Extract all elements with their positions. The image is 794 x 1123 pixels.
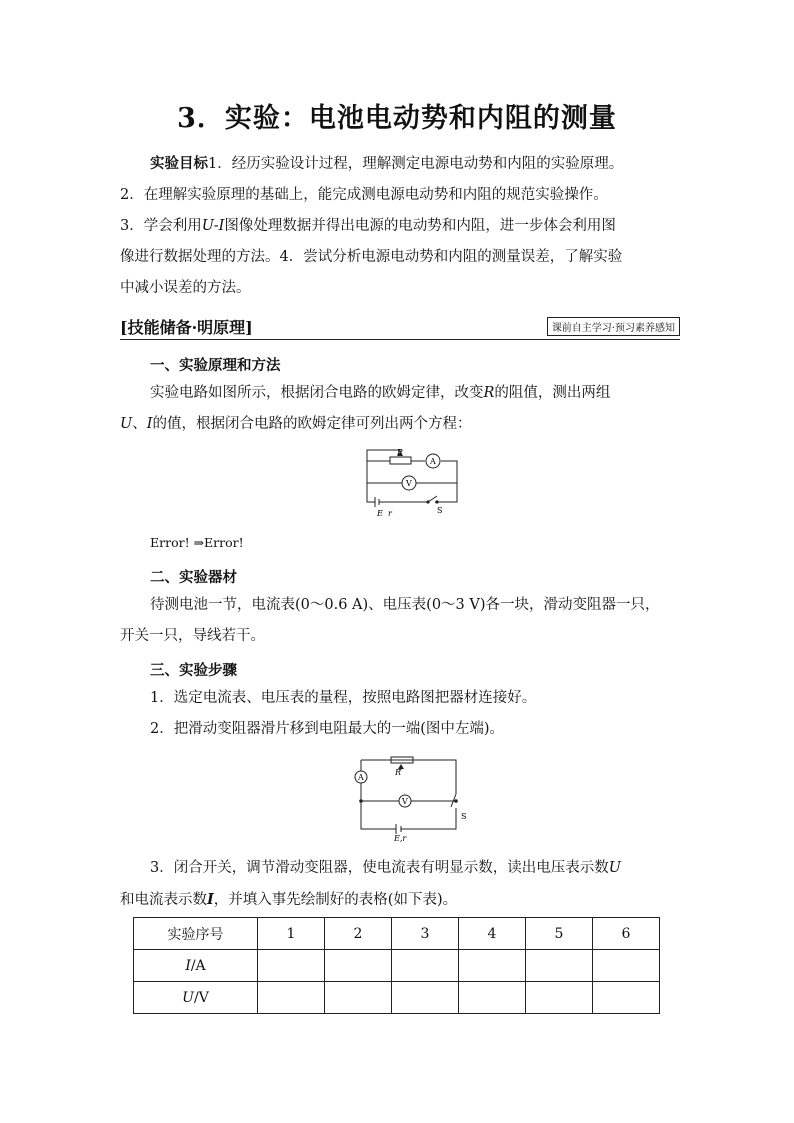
step-2: 2．把滑动变阻器滑片移到电阻最大的一端(图中左端)。 bbox=[150, 721, 505, 737]
equipment-text: 待测电池一节，电流表(0～0.6 A)、电压表(0～3 V)各一块，滑动变阻器一只， bbox=[150, 597, 660, 613]
table-cell bbox=[325, 950, 392, 982]
step-3 bbox=[120, 853, 680, 916]
table-header-cell: 3 bbox=[392, 918, 459, 950]
circuit2-label-r: R bbox=[395, 768, 402, 777]
row-label-var: I bbox=[185, 957, 191, 974]
objectives-label: 实验目标 bbox=[150, 155, 208, 172]
table-cell bbox=[258, 950, 325, 982]
principle-text: 实验电路如图所示，根据闭合电路的欧姆定律，改变 bbox=[150, 385, 484, 401]
objectives-line: 2．在理解实验原理的基础上，能完成测电源电动势和内阻的规范实验操作。 bbox=[120, 187, 608, 203]
page-title: 3．实验：电池电动势和内阻的测量 bbox=[177, 103, 617, 134]
step-1: 1．选定电流表、电压表的量程，按照电路图把器材连接好。 bbox=[150, 690, 537, 706]
table-header-cell: 5 bbox=[526, 918, 593, 950]
table-cell bbox=[258, 982, 325, 1014]
row-label-voltage bbox=[134, 982, 258, 1014]
circuit1-label-r: R bbox=[397, 448, 404, 457]
circuit-diagram-2 bbox=[350, 752, 470, 842]
objectives-line: 1．经历实验设计过程，理解测定电源电动势和内阻的实验原理。 bbox=[208, 156, 624, 172]
objectives-line: 3．学会利用 bbox=[120, 218, 202, 234]
var-i: I bbox=[207, 891, 214, 908]
ui-term: U-I bbox=[201, 218, 225, 234]
table-cell bbox=[459, 982, 526, 1014]
step-3-text: ，并填入事先绘制好的表格(如下表)。 bbox=[213, 892, 458, 908]
circuit-diagram-1 bbox=[355, 442, 475, 522]
table-cell bbox=[526, 950, 593, 982]
table-row bbox=[134, 982, 660, 1014]
row-label-var: U bbox=[182, 989, 194, 1006]
section-badge: 课前自主学习·预习素养感知 bbox=[547, 317, 680, 336]
principle-text: 的值，根据闭合电路的欧姆定律可列出两个方程： bbox=[152, 416, 472, 432]
table-header-cell: 6 bbox=[593, 918, 660, 950]
table-cell bbox=[459, 950, 526, 982]
circuit1-label-e: E bbox=[377, 509, 383, 518]
var-u: U bbox=[120, 416, 133, 432]
section-header bbox=[120, 315, 680, 340]
table-header-cell: 2 bbox=[325, 918, 392, 950]
circuit2-label-s: S bbox=[461, 812, 467, 821]
table-header-cell: 实验序号 bbox=[134, 918, 258, 950]
objectives-line: 像进行数据处理的方法。4．尝试分析电源电动势和内阻的测量误差，了解实验 bbox=[120, 249, 623, 265]
section-title: [技能储备·明原理] bbox=[120, 318, 253, 337]
objectives-line: 图像处理数据并得出电源的电动势和内阻，进一步体会利用图 bbox=[224, 218, 616, 234]
circuit1-voltmeter-label: V bbox=[406, 479, 412, 488]
table-cell bbox=[526, 982, 593, 1014]
var-r: R bbox=[483, 385, 495, 401]
equipment-paragraph bbox=[120, 590, 680, 652]
error-line: Error! ⇒Error! bbox=[150, 535, 244, 550]
table-cell bbox=[392, 982, 459, 1014]
row-label-unit: /V bbox=[193, 989, 209, 1006]
table-header-cell: 1 bbox=[258, 918, 325, 950]
table-header-row bbox=[134, 918, 660, 950]
circuit1-label-s: S bbox=[437, 506, 443, 515]
equipment-text: 开关一只，导线若干。 bbox=[120, 628, 265, 644]
separator: 、 bbox=[132, 416, 147, 432]
heading-equipment: 二、实验器材 bbox=[150, 569, 237, 586]
table-cell bbox=[325, 982, 392, 1014]
circuit1-ammeter-label: A bbox=[430, 457, 436, 466]
heading-principle: 一、实验原理和方法 bbox=[150, 357, 281, 374]
table-header-cell: 4 bbox=[459, 918, 526, 950]
table-cell bbox=[392, 950, 459, 982]
circuit2-voltmeter-label: V bbox=[402, 797, 408, 806]
principle-paragraph bbox=[120, 378, 680, 440]
circuit2-label-er: E,r bbox=[394, 834, 407, 842]
step-3-text: 3．闭合开关，调节滑动变阻器，使电流表有明显示数，读出电压表示数 bbox=[150, 860, 609, 876]
data-table bbox=[133, 917, 660, 1014]
principle-text: 的阻值，测出两组 bbox=[494, 385, 611, 401]
var-u: U bbox=[608, 860, 621, 876]
table-cell bbox=[593, 982, 660, 1014]
table-cell bbox=[593, 950, 660, 982]
row-label-unit: /A bbox=[190, 957, 206, 974]
circuit1-label-r-internal: r bbox=[388, 509, 392, 518]
step-3-text: 和电流表示数 bbox=[120, 892, 207, 908]
table-row bbox=[134, 950, 660, 982]
objectives-line: 中减小误差的方法。 bbox=[120, 280, 251, 296]
steps-block bbox=[120, 683, 680, 745]
objectives-block bbox=[120, 148, 680, 304]
row-label-current bbox=[134, 950, 258, 982]
heading-steps: 三、实验步骤 bbox=[150, 662, 237, 679]
circuit2-ammeter-label: A bbox=[358, 773, 364, 782]
var-i: I bbox=[146, 416, 153, 432]
